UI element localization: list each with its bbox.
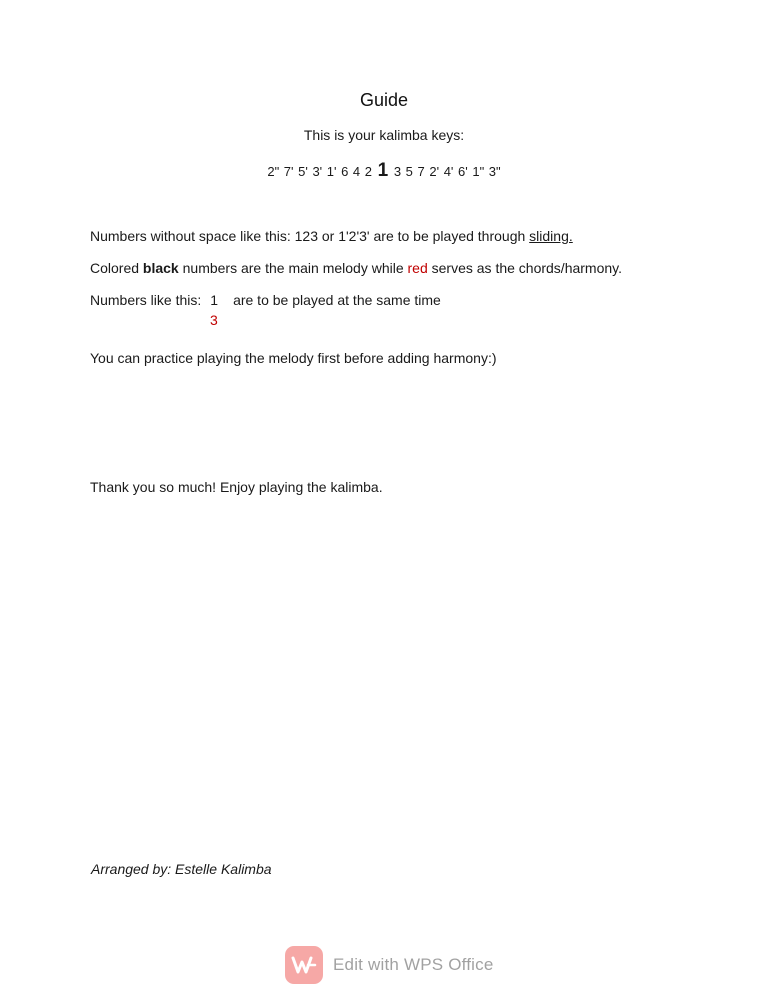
same-time-bottom-number: 3 [210,312,218,328]
red-word: red [407,260,428,276]
keys-center: 1 [377,160,389,181]
colored-middle: numbers are the main melody while [178,260,408,276]
sliding-instruction [90,228,710,244]
practice-tip: You can practice playing the melody first before adding harmony:) [90,350,497,366]
same-time-prefix: Numbers like this: [90,292,202,308]
page-title: Guide [359,90,409,110]
black-word: black [142,260,179,276]
sliding-word: sliding. [529,228,573,244]
colored-suffix: serves as the chords/harmony. [427,260,623,276]
same-time-suffix: are to be played at the same time [233,292,441,308]
wps-logo-icon [285,946,323,984]
keys-intro: This is your kalimba keys: [303,127,465,143]
keys-left: 2" 7' 5' 3' 1' 6 4 2 [267,164,373,179]
wps-watermark[interactable] [285,945,494,985]
same-time-instruction [90,292,710,308]
colored-prefix: Colored [90,260,143,276]
arranged-by: Arranged by: Estelle Kalimba [91,861,272,877]
kalimba-keys [0,160,768,182]
thanks-message: Thank you so much! Enjoy playing the kalimba. [90,479,383,495]
sliding-text: Numbers without space like this: 123 or 1'2'3' are to be played through [90,228,530,244]
color-instruction [90,260,710,276]
same-time-top-number: 1 [210,292,219,308]
wps-label: Edit with WPS Office [333,955,494,974]
keys-right: 3 5 7 2' 4' 6' 1" 3" [393,164,501,179]
